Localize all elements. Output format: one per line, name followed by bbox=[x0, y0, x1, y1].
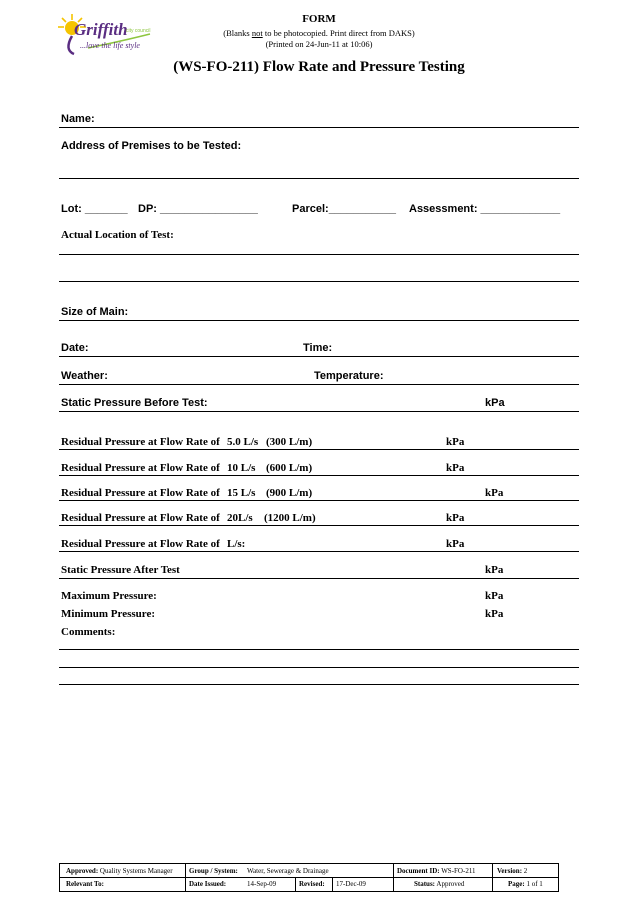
approved-label: Approved: bbox=[66, 867, 99, 875]
residual-unit-4: kPa bbox=[446, 512, 465, 524]
date-issued-label: Date Issued: bbox=[189, 880, 227, 888]
approved-value: Quality Systems Manager bbox=[99, 867, 173, 875]
residual-rate-2: 10 L/s bbox=[227, 462, 256, 474]
footer-col-divider-4 bbox=[393, 864, 394, 891]
footer-col-divider-2 bbox=[295, 877, 296, 891]
residual-label-5: Residual Pressure at Flow Rate of bbox=[61, 538, 220, 550]
address-label: Address of Premises to be Tested: bbox=[61, 140, 242, 152]
footer-col-divider-1 bbox=[185, 864, 186, 891]
actual-location-label: Actual Location of Test: bbox=[61, 229, 174, 241]
relevant-to-label: Relevant To: bbox=[66, 880, 104, 888]
residual-label-4: Residual Pressure at Flow Rate of bbox=[61, 512, 220, 524]
residual-unit-5: kPa bbox=[446, 538, 465, 550]
status-cell bbox=[414, 880, 464, 888]
residual-label-1: Residual Pressure at Flow Rate of bbox=[61, 436, 220, 448]
address-line[interactable] bbox=[59, 178, 579, 179]
logo-brand-text: Griffith bbox=[74, 20, 128, 39]
assessment-field[interactable]: Assessment: _____________ bbox=[409, 203, 561, 215]
residual-rate-3: 15 L/s bbox=[227, 487, 256, 499]
form-label: FORM bbox=[302, 13, 336, 25]
logo-small-text: city council bbox=[126, 28, 151, 34]
residual-unit-2: kPa bbox=[446, 462, 465, 474]
printed-date: (Printed on 24-Jun-11 at 10:06) bbox=[265, 39, 373, 49]
residual-rate-5: L/s: bbox=[227, 538, 246, 550]
size-of-main-line[interactable] bbox=[59, 320, 579, 321]
static-after-unit: kPa bbox=[485, 564, 504, 576]
max-pressure-label: Maximum Pressure: bbox=[61, 590, 157, 602]
residual-rate-1: 5.0 L/s bbox=[227, 436, 259, 448]
parcel-field[interactable]: Parcel:___________ bbox=[292, 203, 396, 215]
residual-line-1[interactable] bbox=[59, 449, 579, 450]
min-pressure-label: Minimum Pressure: bbox=[61, 608, 155, 620]
residual-equiv-3: (900 L/m) bbox=[266, 487, 313, 499]
dp-field[interactable]: DP: ________________ bbox=[138, 203, 258, 215]
residual-unit-3: kPa bbox=[485, 487, 504, 499]
actual-location-line-1[interactable] bbox=[59, 254, 579, 255]
date-time-line[interactable] bbox=[59, 356, 579, 357]
static-before-line[interactable] bbox=[59, 411, 579, 412]
residual-equiv-2: (600 L/m) bbox=[266, 462, 313, 474]
status-value: Approved bbox=[436, 880, 465, 888]
residual-unit-1: kPa bbox=[446, 436, 465, 448]
revised-label: Revised: bbox=[299, 880, 325, 888]
photocopy-notice bbox=[0, 28, 638, 38]
residual-equiv-1: (300 L/m) bbox=[266, 436, 313, 448]
weather-label: Weather: bbox=[61, 370, 108, 382]
lot-field[interactable]: Lot: _______ bbox=[61, 203, 128, 215]
static-before-unit: kPa bbox=[485, 397, 505, 409]
residual-label-3: Residual Pressure at Flow Rate of bbox=[61, 487, 220, 499]
logo-tagline: ...love the life style bbox=[80, 41, 140, 50]
group-label: Group / System: bbox=[189, 867, 238, 875]
document-control-footer bbox=[59, 863, 559, 892]
group-value: Water, Sewerage & Drainage bbox=[247, 867, 329, 875]
version-label: Version: bbox=[497, 867, 523, 875]
approved-cell bbox=[66, 867, 173, 875]
page-title: (WS-FO-211) Flow Rate and Pressure Testing bbox=[173, 59, 465, 75]
date-label: Date: bbox=[61, 342, 89, 354]
max-pressure-unit: kPa bbox=[485, 590, 504, 602]
document-id-cell bbox=[397, 867, 476, 875]
residual-line-2[interactable] bbox=[59, 475, 579, 476]
actual-location-line-2[interactable] bbox=[59, 281, 579, 282]
version-cell bbox=[497, 867, 527, 875]
name-label: Name: bbox=[61, 113, 95, 125]
min-pressure-unit: kPa bbox=[485, 608, 504, 620]
footer-col-divider-3 bbox=[332, 877, 333, 891]
time-label: Time: bbox=[303, 342, 333, 354]
residual-label-2: Residual Pressure at Flow Rate of bbox=[61, 462, 220, 474]
size-of-main-label: Size of Main: bbox=[61, 306, 129, 318]
static-before-label: Static Pressure Before Test: bbox=[61, 397, 208, 409]
comments-line-1[interactable] bbox=[59, 649, 579, 650]
footer-row-divider bbox=[60, 877, 558, 878]
static-after-label: Static Pressure After Test bbox=[61, 564, 180, 576]
version-value: 2 bbox=[523, 867, 528, 875]
comments-line-3[interactable] bbox=[59, 684, 579, 685]
revised-value: 17-Dec-09 bbox=[336, 880, 366, 888]
weather-line[interactable] bbox=[59, 384, 579, 385]
notice-suffix: to be photocopied. Print direct from DAKS) bbox=[262, 28, 415, 38]
notice-prefix: (Blanks bbox=[223, 28, 252, 38]
residual-line-4[interactable] bbox=[59, 525, 579, 526]
residual-line-3[interactable] bbox=[59, 500, 579, 501]
document-id-value: WS-FO-211 bbox=[441, 867, 476, 875]
name-line[interactable] bbox=[59, 127, 579, 128]
static-after-line[interactable] bbox=[59, 578, 579, 579]
comments-label: Comments: bbox=[61, 626, 116, 638]
document-id-label: Document ID: bbox=[397, 867, 440, 875]
page-cell bbox=[508, 880, 543, 888]
notice-not: not bbox=[251, 28, 263, 38]
date-issued-value: 14-Sep-09 bbox=[247, 880, 277, 888]
comments-line-2[interactable] bbox=[59, 667, 579, 668]
page-label: Page: bbox=[508, 880, 525, 888]
residual-rate-4: 20L/s bbox=[227, 512, 253, 524]
temperature-label: Temperature: bbox=[314, 370, 384, 382]
residual-line-5[interactable] bbox=[59, 551, 579, 552]
page-value: 1 of 1 bbox=[526, 880, 543, 888]
status-label: Status: bbox=[414, 880, 436, 888]
residual-equiv-4: (1200 L/m) bbox=[264, 512, 316, 524]
footer-col-divider-5 bbox=[492, 864, 493, 891]
